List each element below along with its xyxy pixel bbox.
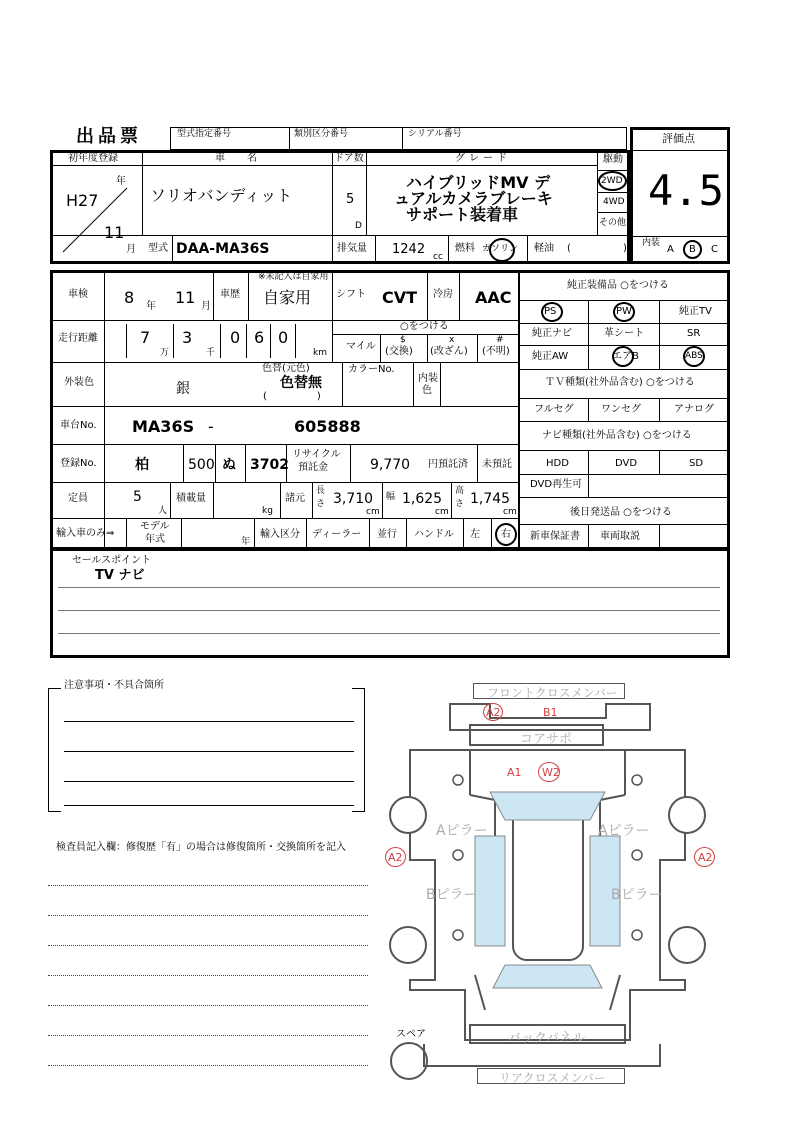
rating-label: 評価点: [662, 132, 695, 145]
reg-month: 11: [104, 223, 125, 242]
caution-label: 注意事項・不具合箇所: [64, 680, 164, 691]
equip-pw: PW: [616, 306, 632, 317]
shift-label: シフト: [336, 289, 366, 300]
navi-title: ナビ種類(社外品含む) ○をつける: [542, 430, 692, 441]
mark-w2-circle: [538, 762, 560, 782]
mark-a2-front: A2: [486, 706, 501, 719]
interior-b-circle: [683, 240, 702, 259]
fuel-paren-close: ): [623, 243, 627, 254]
reg-area: 柏: [135, 457, 149, 473]
equip-leather: 革シート: [604, 328, 644, 339]
recycle-label-1: リサイクル: [292, 449, 341, 460]
year-unit: 年: [116, 176, 126, 187]
mark-unknown: (不明): [482, 346, 510, 357]
chassis-model: MA36S: [132, 417, 195, 436]
equip-abs-circle: [683, 346, 705, 367]
circle-note: ○をつける: [400, 321, 449, 332]
mark-x: x: [449, 335, 455, 345]
spare-tire-icon: [390, 1042, 428, 1080]
mark-tampered: (改ざん): [430, 346, 468, 357]
equip-ps: PS: [544, 306, 557, 317]
inspect-label: 車検: [68, 289, 88, 300]
rating-value: 4.5: [648, 166, 724, 215]
serial-label: シリアル番号: [408, 129, 462, 139]
capacity-label: 定員: [68, 493, 88, 504]
tv-title: ＴＶ種類(社外品含む) ○をつける: [545, 377, 695, 388]
handle-label: ハンドル: [414, 529, 454, 540]
equip-airbag: エアB: [612, 351, 639, 362]
mark-a2-left: A2: [388, 851, 403, 864]
mark-hash: #: [496, 335, 504, 345]
fuel-diesel: 軽油: [534, 243, 554, 254]
a-pillar-left: Aピラー: [436, 823, 488, 839]
capacity-value: 5: [133, 489, 142, 505]
tv-oneseg: ワンセグ: [601, 404, 641, 415]
class-label: 類別区分番号: [294, 129, 349, 139]
mark-a2-right: A2: [698, 851, 713, 864]
mark-a1: A1: [507, 766, 522, 779]
mileage-d5: 0: [278, 328, 289, 347]
rear-bumper-outline: [420, 1040, 665, 1070]
dims-label: 諸元: [285, 493, 305, 504]
chassis-label: 車台No.: [60, 420, 97, 431]
chassis-dash: -: [208, 417, 214, 436]
width-label: 幅: [386, 492, 396, 502]
recycle-amount: 9,770: [370, 457, 411, 473]
length-cm: cm: [366, 507, 380, 517]
grade-line-3: サポート装着車: [406, 205, 519, 224]
model-year-unit: 年: [241, 537, 251, 547]
length-label-1: 長: [316, 486, 326, 496]
equip-navi: 純正ナビ: [532, 328, 572, 339]
reg-class: 500: [188, 457, 215, 473]
height-label-2: さ: [455, 499, 465, 509]
later-title: 後日発送品 ○をつける: [570, 507, 672, 518]
ac-label: 冷房: [433, 289, 453, 300]
sales-text: TV ナビ: [95, 568, 145, 583]
first-reg-label: 初年度登録: [68, 153, 118, 164]
handle-right: 右: [501, 529, 511, 540]
spare-label: スペア: [396, 1029, 426, 1040]
mileage-km: km: [313, 348, 327, 358]
drive-4wd: 4WD: [603, 197, 625, 207]
load-label: 積載量: [176, 493, 206, 504]
sheet-title: 出品票: [76, 126, 142, 147]
mark-w2: W2: [542, 766, 560, 779]
door-count: 5: [346, 192, 355, 207]
tv-analog: アナログ: [674, 404, 714, 415]
reg-number: 3702: [250, 457, 289, 473]
inspect-month-unit: 月: [201, 301, 211, 312]
equip-aw: 純正AW: [532, 351, 569, 362]
model-label: 型式: [148, 243, 168, 254]
repaint-label: 色替(元色): [262, 363, 310, 374]
equip-ps-circle: [541, 302, 563, 322]
mark-exchange: (交換): [385, 346, 413, 357]
import-label: 輸入車のみ⇒: [56, 528, 115, 539]
displacement: 1242: [392, 242, 426, 257]
caution-bracket-right: [352, 688, 365, 812]
mileage-d1: 7: [140, 328, 151, 347]
int-color-label-1: 内装: [418, 373, 438, 384]
door-d: D: [355, 221, 362, 231]
model-year-label-1: モデル: [140, 521, 170, 532]
history-label: 車歴: [220, 289, 240, 300]
name-label: 車 名: [215, 153, 263, 164]
interior-a: A: [667, 244, 674, 255]
navi-sd: SD: [689, 458, 704, 469]
inspector-label: 検査員記入欄：修復歴「有」の場合は修復箇所・交換箇所を記入: [56, 842, 346, 853]
recycle-status: 円預託済: [428, 459, 468, 470]
fuel-gasoline: ガソリン: [482, 244, 519, 254]
reg-kana: ぬ: [222, 457, 236, 473]
inspect-year: 8: [124, 288, 135, 307]
inspect-month: 11: [175, 288, 196, 307]
vehicle-name: ソリオバンディット: [150, 186, 293, 205]
fuel-paren-open: (: [567, 243, 571, 254]
grade-label: グレード: [455, 153, 511, 164]
equip-abs: ABS: [685, 351, 703, 361]
import-parallel: 並行: [377, 529, 397, 540]
chassis-number: 605888: [294, 417, 361, 436]
mileage-d3: 0: [230, 328, 241, 347]
rear-cross-label: リアクロスメンバー: [499, 1071, 606, 1085]
height-label-1: 高: [455, 486, 465, 496]
recycle-not: 未預託: [482, 459, 512, 470]
later-manual: 車両取説: [600, 531, 640, 542]
mark-b1: B1: [543, 706, 558, 719]
load-kg: kg: [262, 506, 273, 516]
drive-other: その他: [599, 218, 627, 228]
interior-b: B: [689, 244, 696, 255]
mileage-d4: 6: [254, 328, 265, 347]
drive-2wd-circle: [598, 171, 627, 191]
height-cm: cm: [503, 507, 517, 517]
caution-bracket-left: [48, 688, 61, 812]
mark-dollar: $: [400, 335, 406, 345]
drive-2wd: 2WD: [601, 176, 623, 186]
import-class-label: 輸入区分: [260, 529, 300, 540]
history-note: ※未記入は自家用: [258, 272, 329, 282]
grade-line-2: ュアルカメラブレーキ: [394, 189, 553, 208]
door-label: ドア数: [334, 153, 364, 164]
interior-c: C: [711, 244, 718, 255]
navi-dvd: DVD: [615, 458, 638, 469]
height-value: 1,745: [470, 491, 511, 507]
mileage-label: 走行距離: [58, 333, 98, 344]
b-pillar-left: Bピラー: [426, 887, 478, 903]
capacity-unit: 人: [158, 506, 168, 516]
shift-value: CVT: [382, 288, 418, 307]
interior-label: 内装: [642, 238, 661, 248]
color-no-label: カラーNo.: [348, 364, 395, 375]
type-cert-label: 型式指定番号: [177, 129, 232, 139]
length-value: 3,710: [333, 491, 374, 507]
equip-airbag-circle: [612, 346, 634, 367]
handle-right-circle: [495, 523, 517, 546]
fuel-label: 燃料: [455, 243, 475, 254]
tv-fullseg: フルセグ: [534, 404, 574, 415]
model-code: DAA-MA36S: [176, 241, 270, 257]
import-dealer: ディーラー: [312, 529, 362, 540]
sales-point-box: [50, 548, 730, 658]
mark-a2-front-circle: [483, 703, 503, 721]
repaint-paren: ( ): [263, 391, 321, 402]
navi-dvd-play: DVD再生可: [530, 479, 583, 490]
navi-hdd: HDD: [546, 458, 569, 469]
fuel-gasoline-circle: [489, 238, 515, 262]
back-panel-label: バックパネル: [508, 1031, 586, 1046]
color-label: 外装色: [64, 377, 94, 388]
later-warranty: 新車保証書: [530, 531, 580, 542]
a-pillar-right: Aピラー: [598, 823, 650, 839]
front-cross-label: フロントクロスメンバー: [487, 686, 618, 700]
width-value: 1,625: [402, 491, 443, 507]
core-support-label: コアサポ: [520, 732, 573, 747]
unit-mile: マイル: [346, 341, 376, 352]
b-pillar-right: Bピラー: [611, 887, 663, 903]
length-label-2: さ: [316, 499, 326, 509]
reg-label: 登録No.: [60, 458, 97, 469]
width-cm: cm: [435, 507, 449, 517]
int-color-label-2: 色: [422, 385, 432, 396]
equip-tv: 純正TV: [679, 306, 712, 317]
equip-title: 純正装備品 ○をつける: [567, 280, 669, 291]
month-unit: 月: [126, 244, 136, 255]
model-year-label-2: 年式: [145, 534, 165, 545]
repaint-value: 色替無: [280, 375, 322, 391]
inspect-year-unit: 年: [146, 301, 156, 312]
mileage-sen: 千: [206, 348, 216, 358]
ac-value: AAC: [475, 288, 512, 307]
mark-a2-right-circle: [694, 847, 715, 867]
grade-line-1: ハイブリッドMV デ: [406, 173, 551, 192]
drive-label: 駆動: [603, 154, 623, 165]
sales-label: セールスポイント: [72, 555, 152, 566]
id-numbers-box: [170, 127, 627, 150]
history-value: 自家用: [263, 288, 312, 307]
equip-pw-circle: [613, 302, 635, 322]
mark-a2-left-circle: [385, 847, 406, 867]
disp-label: 排気量: [337, 243, 367, 254]
mileage-man: 万: [160, 348, 170, 358]
reg-era: H27: [66, 191, 99, 210]
disp-unit: cc: [433, 252, 443, 262]
handle-left: 左: [470, 529, 480, 540]
mileage-d2: 3: [182, 328, 193, 347]
recycle-label-2: 預託金: [298, 462, 328, 473]
color-value: 銀: [176, 381, 190, 397]
equip-sr: SR: [687, 328, 701, 339]
